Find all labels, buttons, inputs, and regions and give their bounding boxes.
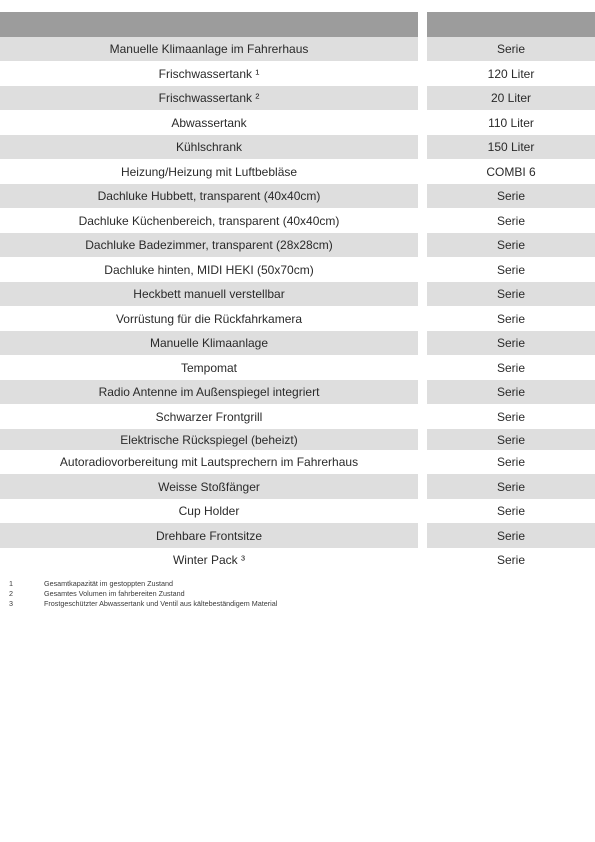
value-cell: Serie (427, 233, 595, 257)
feature-cell: Dachluke hinten, MIDI HEKI (50x70cm) (104, 262, 314, 277)
value-cell: COMBI 6 (486, 164, 536, 179)
table-row (0, 331, 595, 355)
value-cell: Serie (427, 331, 595, 355)
table-header-left (0, 12, 418, 37)
table-row (0, 429, 595, 450)
table-row (0, 86, 595, 110)
feature-cell: Abwassertank (171, 115, 247, 130)
footnote-text: Gesamtkapazität im gestoppten Zustand (44, 579, 174, 588)
feature-cell: Manuelle Klimaanlage (0, 331, 418, 355)
footnote-number: 1 (9, 579, 13, 588)
table-row (0, 499, 595, 523)
feature-cell: Heizung/Heizung mit Luftbebläse (120, 164, 298, 179)
footnote (0, 599, 595, 609)
value-cell: Serie (427, 37, 595, 61)
table-row (0, 548, 595, 572)
table-row (0, 110, 595, 135)
feature-cell: Radio Antenne im Außenspiegel integriert (0, 380, 418, 404)
value-cell: Serie (496, 455, 525, 469)
value-cell: Serie (496, 262, 525, 277)
feature-cell: Elektrische Rückspiegel (beheizt) (0, 429, 418, 450)
feature-cell: Weisse Stoßfänger (0, 474, 418, 499)
value-cell: 150 Liter (427, 135, 595, 159)
table-header-right (427, 12, 595, 37)
feature-cell: Autoradiovorbereitung mit Lautsprechern im Fahrerhaus (59, 455, 359, 469)
value-cell: 120 Liter (487, 66, 535, 81)
footnote-text: Gesamtes Volumen im fahrbereiten Zustand (44, 589, 185, 598)
feature-cell: Dachluke Badezimmer, transparent (28x28cm) (0, 233, 418, 257)
footnote-text: Frostgeschützter Abwassertank und Ventil aus kältebeständigem Material (44, 599, 278, 608)
value-cell: Serie (496, 504, 525, 518)
table-row (0, 474, 595, 499)
table-row (0, 37, 595, 61)
feature-cell: Manuelle Klimaanlage im Fahrerhaus (0, 37, 418, 61)
feature-cell: Schwarzer Frontgrill (155, 409, 263, 424)
value-cell: Serie (496, 213, 525, 228)
table-row (0, 135, 595, 159)
table-row (0, 61, 595, 86)
feature-cell: Heckbett manuell verstellbar (0, 282, 418, 306)
table-row (0, 257, 595, 282)
feature-cell: Frischwassertank ¹ (158, 66, 260, 81)
footnote (0, 579, 595, 589)
table-row (0, 306, 595, 331)
table-row (0, 404, 595, 429)
value-cell: Serie (427, 429, 595, 450)
value-cell: Serie (496, 409, 525, 424)
feature-cell: Cup Holder (178, 504, 240, 518)
value-cell: Serie (427, 282, 595, 306)
table-row (0, 184, 595, 208)
value-cell: Serie (496, 311, 525, 326)
table-row (0, 523, 595, 548)
feature-cell: Tempomat (180, 360, 238, 375)
table-row (0, 355, 595, 380)
feature-cell: Kühlschrank (0, 135, 418, 159)
feature-cell: Frischwassertank ² (0, 86, 418, 110)
value-cell: Serie (496, 360, 525, 375)
value-cell: 20 Liter (427, 86, 595, 110)
value-cell: Serie (496, 553, 525, 567)
feature-cell: Dachluke Hubbett, transparent (40x40cm) (0, 184, 418, 208)
footnote-number: 3 (9, 599, 13, 608)
table-row (0, 233, 595, 257)
value-cell: Serie (427, 523, 595, 548)
table-row (0, 380, 595, 404)
value-cell: 110 Liter (488, 115, 534, 130)
value-cell: Serie (427, 474, 595, 499)
feature-cell: Winter Pack ³ (172, 553, 245, 567)
feature-cell: Vorrüstung für die Rückfahrkamera (115, 311, 303, 326)
value-cell: Serie (427, 380, 595, 404)
table-row (0, 159, 595, 184)
table-row (0, 208, 595, 233)
table-row (0, 282, 595, 306)
spec-table (0, 37, 595, 572)
feature-cell: Drehbare Frontsitze (0, 523, 418, 548)
footnote-number: 2 (9, 589, 13, 598)
footnotes (0, 579, 595, 609)
table-row (0, 450, 595, 474)
feature-cell: Dachluke Küchenbereich, transparent (40x40cm) (78, 213, 340, 228)
value-cell: Serie (427, 184, 595, 208)
footnote (0, 589, 595, 599)
